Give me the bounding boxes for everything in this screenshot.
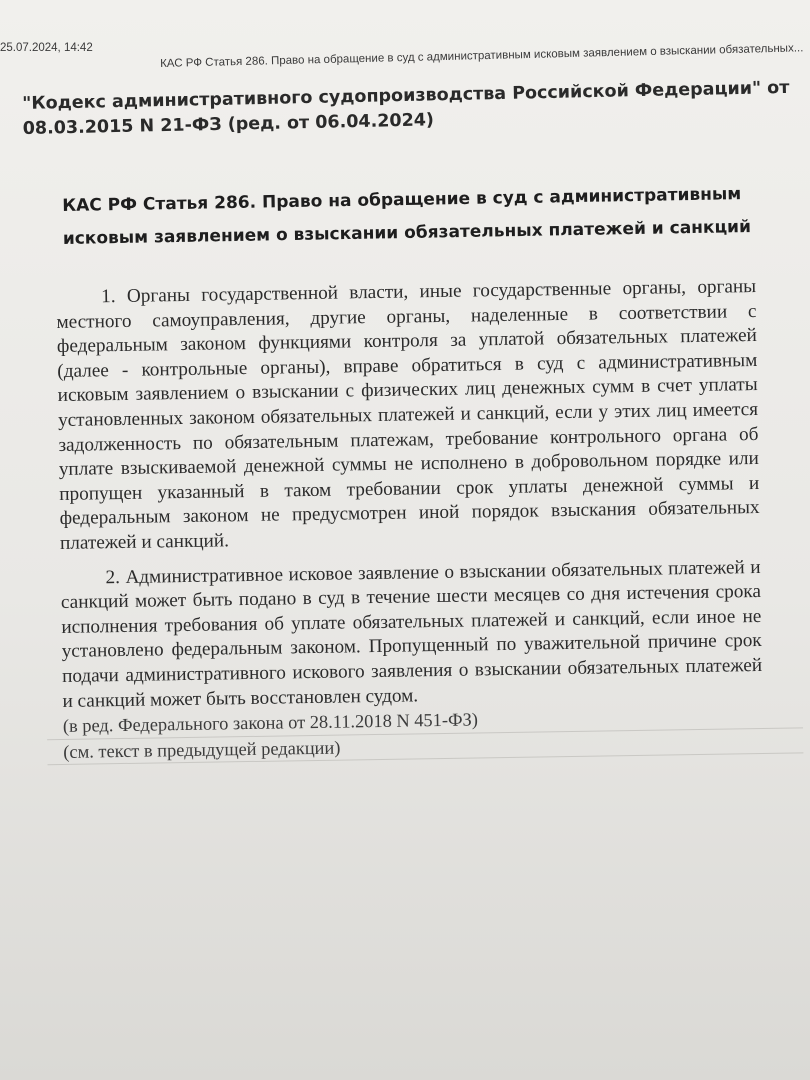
code-title: "Кодекс административного судопроизводства Российской Федерации" от 08.03.2015 N 21-ФЗ (ред. от 06.04.2024) xyxy=(22,77,790,139)
article-title: КАС РФ Статья 286. Право на обращение в суд с административным исковым заявлением о взыскании обязательных платежей и санкций xyxy=(62,184,752,249)
revision-note: (в ред. Федерального закона от 28.11.2018 N 451-ФЗ) xyxy=(62,709,479,737)
print-datetime: 25.07.2024, 14:42 xyxy=(0,42,93,54)
print-page-title: КАС РФ Статья 286. Право на обращение в суд с административным исковым заявлением о взыскании обязательных... xyxy=(160,42,804,70)
paragraph-2: 2. Административное исковое заявление о взыскании обязательных платежей и санкций может быть подано в суд в течение шести месяцев со дня истечения срока исполнения требования об уплате обязательных платежей и санкций, если иное не установлено федеральным законом. Пропущенный по уважительной причине срок подачи административного искового заявления о взыскании обязательных платежей и санкций может быть восстановлен судом. xyxy=(60,556,763,712)
paragraph-1: 1. Органы государственной власти, иные государственные органы, органы местного самоуправления, другие органы, наделенные в соответствии с федеральным законом функциями контроля за уплатой обязательных платежей (далее - контрольные органы), вправе обратиться в суд с административным исковым заявлением о взыскании с физических лиц денежных сумм в счет уплаты установленных законом обязательных платежей и санкций, если у этих лиц имеется задолженность по обязательным платежам, требование контрольного органа об уплате взыскиваемой денежной суммы не исполнено в добровольном порядке или пропущен указанный в таком требовании срок уплаты денежной суммы и федеральным законом не предусмотрен иной порядок взыскания обязательных платежей и санкций. xyxy=(56,276,760,554)
article-body xyxy=(56,275,763,765)
previous-edition-link[interactable]: (см. текст в предыдущей редакции) xyxy=(47,727,803,765)
